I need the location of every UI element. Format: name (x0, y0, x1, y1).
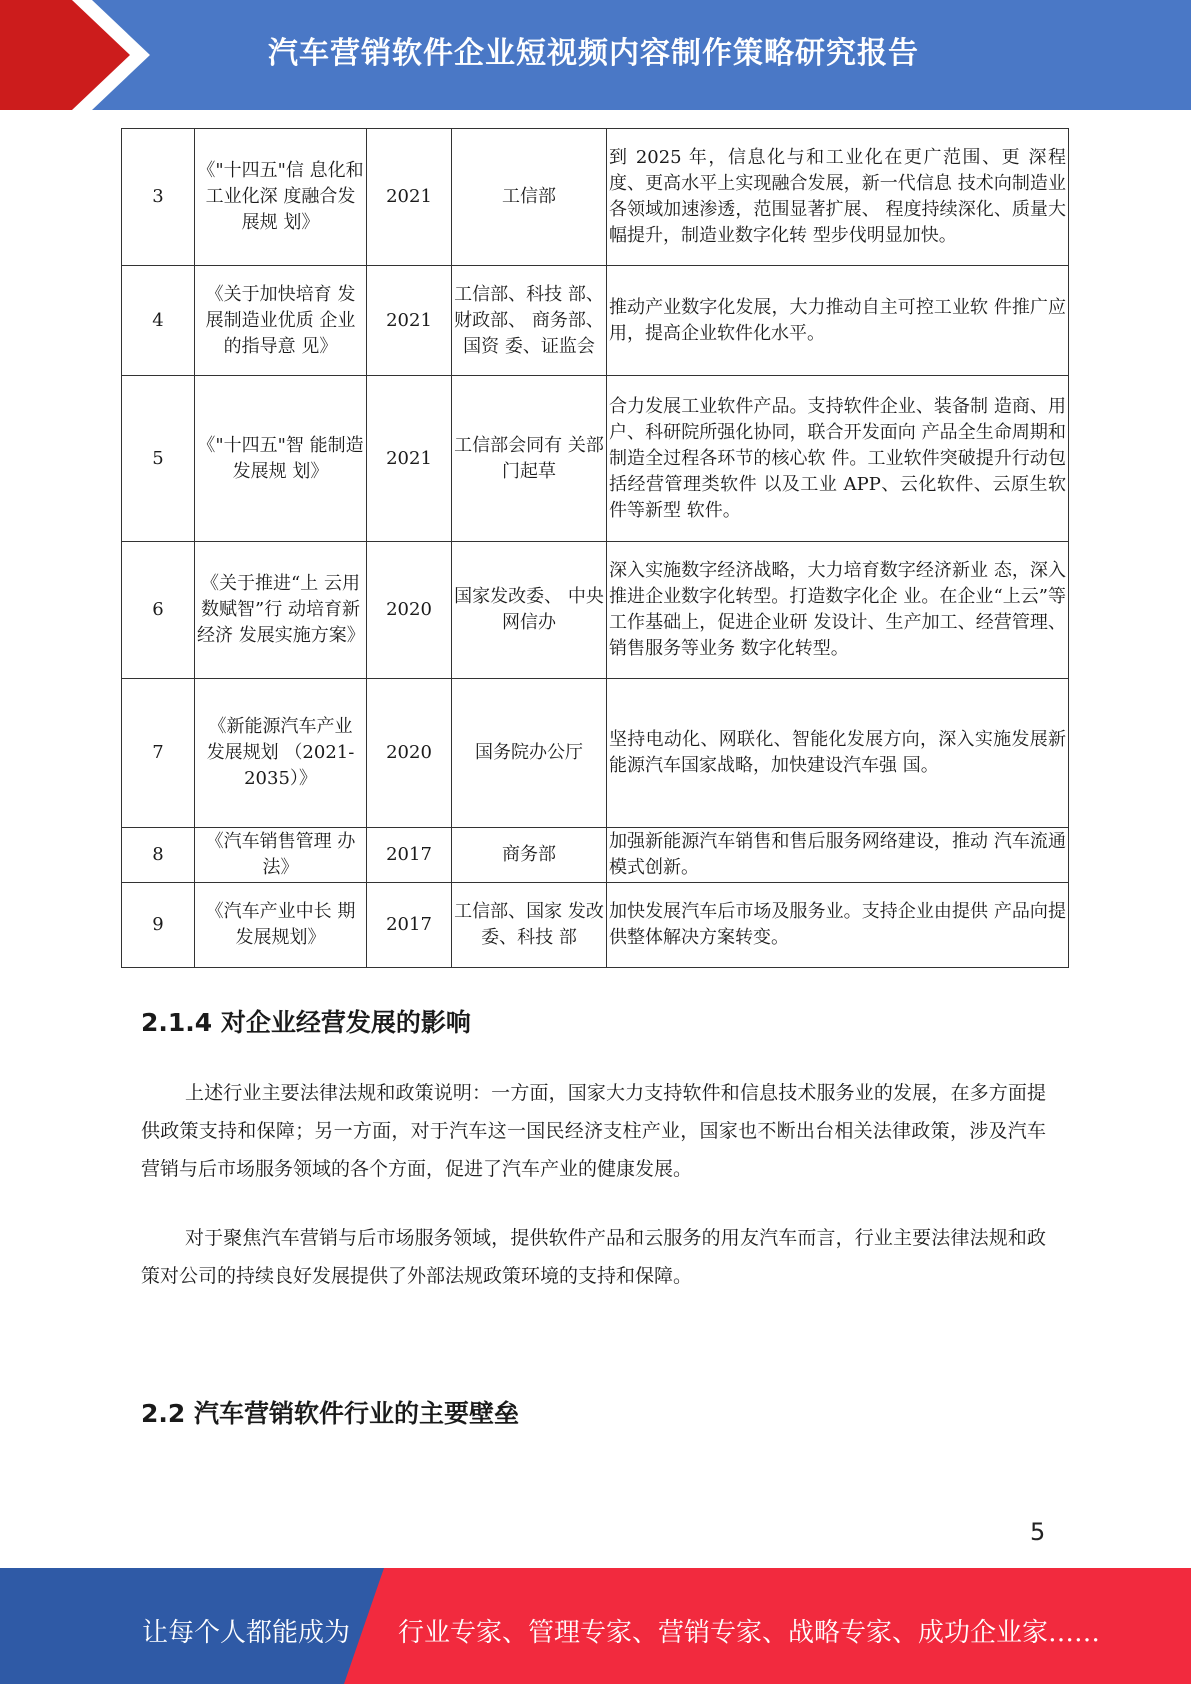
policy-summary: 到 2025 年，信息化与和工业化在更广范围、更 深程度、更高水平上实现融合发展，新一代信息 技术向制造业各领域加速渗透，范围显著扩展、 程度持续深化、质量大幅提升，制造业数字化转 型步伐明显加快。 (607, 129, 1069, 266)
policy-year: 2021 (367, 266, 452, 376)
policy-name: 《"十四五"智 能制造发展规 划》 (195, 376, 367, 542)
policy-name: 《新能源汽车产业 发展规划 （2021-2035）》 (195, 679, 367, 828)
policy-year: 2020 (367, 679, 452, 828)
table-row (122, 883, 1069, 968)
table-row (122, 542, 1069, 679)
section-heading-2-1-4: 2.1.4 对企业经营发展的影响 (141, 1008, 471, 1037)
page-number: 5 (1030, 1518, 1046, 1546)
table-row (122, 376, 1069, 542)
row-number: 3 (122, 129, 195, 266)
policy-year: 2021 (367, 376, 452, 542)
issuing-department: 工信部、科技 部、财政部、 商务部、国资 委、证监会 (452, 266, 607, 376)
policy-summary: 推动产业数字化发展，大力推动自主可控工业软 件推广应用，提高企业软件化水平。 (607, 266, 1069, 376)
policy-summary: 坚持电动化、网联化、智能化发展方向，深入实施发展新能源汽车国家战略，加快建设汽车强 国。 (607, 679, 1069, 828)
table-row (122, 266, 1069, 376)
section-heading-2-2: 2.2 汽车营销软件行业的主要壁垒 (141, 1399, 519, 1428)
policy-name: 《汽车销售管理 办法》 (195, 828, 367, 883)
issuing-department: 国务院办公厅 (452, 679, 607, 828)
report-title: 汽车营销软件企业短视频内容制作策略研究报告 (268, 36, 919, 71)
policy-name: 《汽车产业中长 期发展规划》 (195, 883, 367, 968)
policy-summary: 加快发展汽车后市场及服务业。支持企业由提供 产品向提供整体解决方案转变。 (607, 883, 1069, 968)
page-footer (0, 1568, 1191, 1684)
page-header (0, 0, 1191, 110)
policy-year: 2017 (367, 883, 452, 968)
policy-year: 2020 (367, 542, 452, 679)
row-number: 8 (122, 828, 195, 883)
issuing-department: 工信部会同有 关部门起草 (452, 376, 607, 542)
issuing-department: 商务部 (452, 828, 607, 883)
policy-year: 2017 (367, 828, 452, 883)
issuing-department: 工信部 (452, 129, 607, 266)
row-number: 7 (122, 679, 195, 828)
policy-year: 2021 (367, 129, 452, 266)
footer-slogan-left: 让每个人都能成为 (142, 1618, 351, 1648)
policy-summary: 加强新能源汽车销售和售后服务网络建设，推动 汽车流通模式创新。 (607, 828, 1069, 883)
row-number: 4 (122, 266, 195, 376)
paragraph-2: 对于聚焦汽车营销与后市场服务领域，提供软件产品和云服务的用友汽车而言，行业主要法律法规和政策对公司的持续良好发展提供了外部法规政策环境的支持和保障。 (141, 1227, 1046, 1287)
policy-name: 《关于加快培育 发展制造业优质 企业的指导意 见》 (195, 266, 367, 376)
policy-summary: 深入实施数字经济战略，大力培育数字经济新业 态，深入推进企业数字化转型。打造数字化企 业。在企业“上云”等工作基础上，促进企业研 发设计、生产加工、经营管理、销售服务等业务 数字化转型。 (607, 542, 1069, 679)
policy-table (121, 128, 1069, 968)
row-number: 6 (122, 542, 195, 679)
paragraph-1: 上述行业主要法律法规和政策说明：一方面，国家大力支持软件和信息技术服务业的发展，在多方面提供政策支持和保障；另一方面，对于汽车这一国民经济支柱产业，国家也不断出台相关法律政策，涉及汽车营销与后市场服务领域的各个方面，促进了汽车产业的健康发展。 (141, 1082, 1046, 1180)
policy-name: 《关于推进“上 云用数赋智”行 动培育新经济 发展实施方案》 (195, 542, 367, 679)
issuing-department: 工信部、国家 发改委、科技 部 (452, 883, 607, 968)
footer-slogan-right: 行业专家、管理专家、营销专家、战略专家、成功企业家…… (398, 1618, 1101, 1648)
row-number: 9 (122, 883, 195, 968)
issuing-department: 国家发改委、 中央网信办 (452, 542, 607, 679)
table-row (122, 679, 1069, 828)
table-row (122, 129, 1069, 266)
policy-name: 《"十四五"信 息化和工业化深 度融合发展规 划》 (195, 129, 367, 266)
policy-summary: 合力发展工业软件产品。支持软件企业、装备制 造商、用户、科研院所强化协同，联合开发面向 产品全生命周期和制造全过程各环节的核心软 件。工业软件突破提升行动包括经营管理类软件 以及工业 APP、云化软件、云原生软件等新型 软件。 (607, 376, 1069, 542)
row-number: 5 (122, 376, 195, 542)
table-row (122, 828, 1069, 883)
